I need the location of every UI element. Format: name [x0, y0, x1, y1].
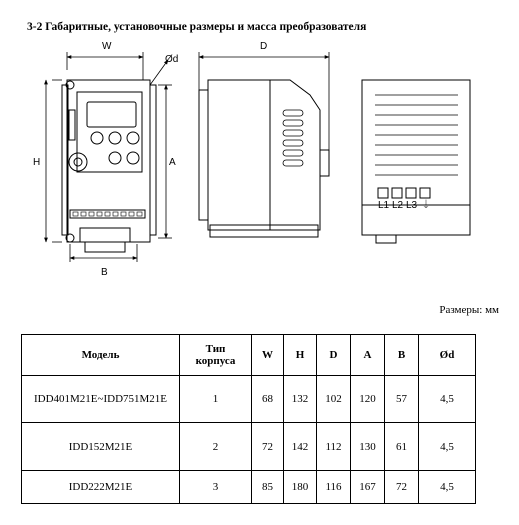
- table-header-row: [22, 335, 476, 376]
- terminal-label-l3: L3: [406, 200, 418, 211]
- col-w: W: [252, 335, 284, 376]
- terminal-label-l1: L1: [378, 200, 390, 211]
- dimensions-table: [21, 334, 476, 504]
- label-w: W: [102, 41, 112, 52]
- cell-w: 68: [252, 376, 284, 423]
- terminal-label-ground: ⏚: [421, 200, 431, 211]
- col-case-type-line2: корпуса: [195, 355, 236, 367]
- col-d: D: [317, 335, 351, 376]
- side-view: [199, 52, 329, 237]
- col-a: A: [351, 335, 385, 376]
- label-h: H: [33, 157, 41, 168]
- col-case-type: [180, 335, 252, 376]
- cell-model: IDD222M21E: [22, 471, 180, 504]
- cell-d: 112: [317, 423, 351, 471]
- table-row: [22, 376, 476, 423]
- cell-od: 4,5: [419, 423, 476, 471]
- col-h: H: [284, 335, 317, 376]
- cell-b: 72: [385, 471, 419, 504]
- col-case-type-line1: Тип: [205, 343, 226, 355]
- cell-w: 72: [252, 423, 284, 471]
- cell-model: IDD152M21E: [22, 423, 180, 471]
- front-view: [46, 52, 172, 262]
- cell-w: 85: [252, 471, 284, 504]
- terminal-label-l2: L2: [392, 200, 404, 211]
- cell-a: 167: [351, 471, 385, 504]
- label-a: A: [169, 157, 176, 168]
- cell-h: 180: [284, 471, 317, 504]
- cell-model: IDD401M21E~IDD751M21E: [22, 376, 180, 423]
- col-model: Модель: [22, 335, 180, 376]
- section-heading: 3-2 Габаритные, установочные размеры и масса преобразователя: [27, 21, 367, 33]
- label-b: B: [101, 267, 108, 278]
- cell-d: 116: [317, 471, 351, 504]
- cell-h: 132: [284, 376, 317, 423]
- cell-case: 1: [180, 376, 252, 423]
- cell-a: 130: [351, 423, 385, 471]
- table-row: [22, 423, 476, 471]
- cell-case: 3: [180, 471, 252, 504]
- col-od: Ød: [419, 335, 476, 376]
- cell-b: 57: [385, 376, 419, 423]
- col-b: B: [385, 335, 419, 376]
- cell-od: 4,5: [419, 376, 476, 423]
- cell-h: 142: [284, 423, 317, 471]
- cell-a: 120: [351, 376, 385, 423]
- cell-b: 61: [385, 423, 419, 471]
- units-note: Размеры: мм: [439, 304, 499, 316]
- table-row: [22, 471, 476, 504]
- cell-case: 2: [180, 423, 252, 471]
- label-hole-d: Ød: [165, 54, 179, 65]
- bottom-view: [362, 80, 470, 243]
- label-d: D: [260, 41, 268, 52]
- cell-d: 102: [317, 376, 351, 423]
- cell-od: 4,5: [419, 471, 476, 504]
